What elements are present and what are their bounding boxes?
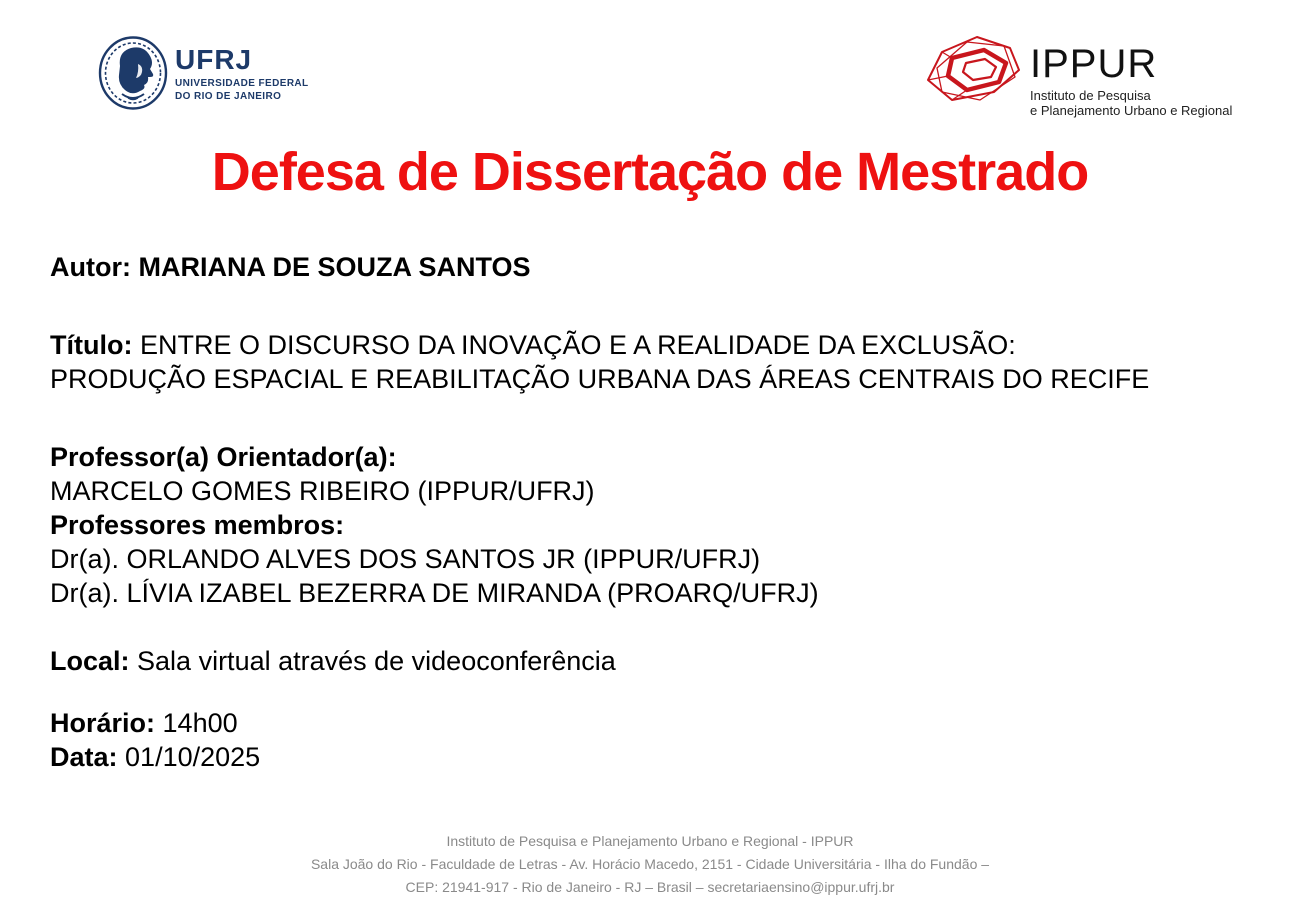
thesis-title-line2: PRODUÇÃO ESPACIAL E REABILITAÇÃO URBANA DAS ÁREAS CENTRAIS DO RECIFE [50,364,1150,394]
ufrj-seal-icon [98,36,168,115]
location-line [50,644,1290,678]
ufrj-acronym: UFRJ [175,44,253,75]
committee-block [50,440,1290,610]
location-label: Local: [50,646,130,676]
ippur-acronym: IPPUR [1030,42,1158,86]
advisor-value: MARCELO GOMES RIBEIRO (IPPUR/UFRJ) [50,476,595,506]
ippur-logo [922,30,1232,118]
ippur-gem-icon [922,30,1022,113]
ufrj-name-line2: DO RIO DE JANEIRO [175,91,282,102]
announcement-body [50,250,1290,774]
footer [0,830,1300,899]
ufrj-logo [98,36,309,115]
page-title: Defesa de Dissertação de Mestrado [211,142,1089,202]
thesis-title-line1: ENTRE O DISCURSO DA INOVAÇÃO E A REALIDADE DA EXCLUSÃO: [139,330,1016,360]
members-label: Professores membros: [50,510,345,540]
author-value: MARIANA DE SOUZA SANTOS [138,252,531,282]
time-label: Horário: [50,708,156,738]
footer-line1: Instituto de Pesquisa e Planejamento Urbano e Regional - IPPUR [446,833,854,849]
time-date-block [50,706,1290,774]
thesis-title-line [50,328,1290,396]
ippur-name-line1: Instituto de Pesquisa [1030,88,1151,103]
author-label: Autor: [50,252,131,282]
date-label: Data: [50,742,118,772]
time-value: 14h00 [162,708,238,738]
ufrj-wordmark [175,46,309,103]
ippur-name-line2: e Planejamento Urbano e Regional [1030,103,1233,118]
member-2: Dr(a). LÍVIA IZABEL BEZERRA DE MIRANDA (PROARQ/UFRJ) [50,578,819,608]
footer-line2: Sala João do Rio - Faculdade de Letras - Av. Horácio Macedo, 2151 - Cidade Universitária - Ilha do Fundão – [310,856,990,872]
author-line [50,250,1290,284]
date-value: 01/10/2025 [125,742,261,772]
ippur-wordmark [1030,44,1232,118]
ufrj-name-line1: UNIVERSIDADE FEDERAL [175,78,309,89]
footer-line3: CEP: 21941-917 - Rio de Janeiro - RJ – Brasil – secretariaensino@ippur.ufrj.br [405,879,895,895]
advisor-label: Professor(a) Orientador(a): [50,442,397,472]
location-value: Sala virtual através de videoconferência [137,646,616,676]
thesis-title-label: Título: [50,330,133,360]
member-1: Dr(a). ORLANDO ALVES DOS SANTOS JR (IPPUR/UFRJ) [50,544,761,574]
